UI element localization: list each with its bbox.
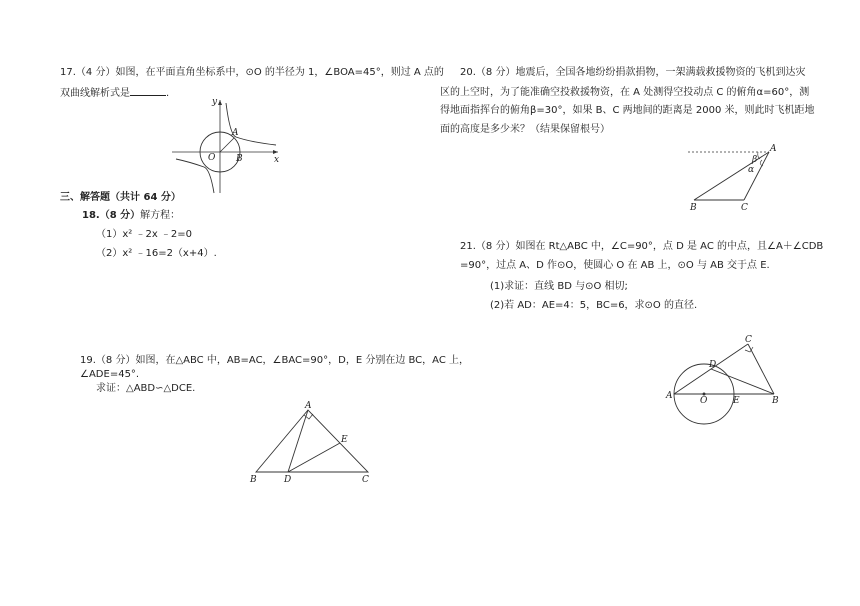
figure-q17-hyperbola-circle xyxy=(170,95,290,195)
label-a: A xyxy=(770,144,777,154)
q17-line2-text: 双曲线解析式是 xyxy=(60,88,130,99)
label-b: B xyxy=(772,396,779,406)
y-axis-arrow xyxy=(218,100,222,105)
label-c: C xyxy=(741,203,748,213)
hyperbola-branch-2 xyxy=(176,159,214,193)
q21-item1: (1)求证：直线 BD 与⊙O 相切; xyxy=(490,281,628,292)
label-d: D xyxy=(284,475,292,485)
label-e: E xyxy=(733,396,740,406)
q17-line2 xyxy=(60,86,169,100)
x-axis-arrow xyxy=(273,150,278,154)
segment-ab xyxy=(694,152,769,200)
answer-blank xyxy=(130,86,166,96)
label-e: E xyxy=(341,435,348,445)
figure-q19-triangle xyxy=(248,400,378,490)
q18-head-rest: 解方程： xyxy=(140,210,181,221)
q20-line3: 得地面指挥台的俯角β=30°，如果 B、C 两地间的距离是 2000 米，则此时飞机距地 xyxy=(440,105,815,116)
q21-line1: 21.（8 分）如图在 Rt△ABC 中，∠C=90°，点 D 是 AC 的中点，且∠A＋∠CDB xyxy=(460,241,824,252)
label-y: y xyxy=(212,97,218,107)
q19-line1: 19.（8 分）如图，在△ABC 中，AB=AC，∠BAC=90°，D，E 分别在边 BC，AC 上， xyxy=(80,355,469,366)
label-beta: β xyxy=(752,155,758,165)
q17-line2-end: . xyxy=(166,88,170,99)
label-o: O xyxy=(700,396,708,406)
label-d: D xyxy=(709,360,717,370)
segment-db xyxy=(711,369,774,394)
q20-line2: 区的上空时，为了能准确空投救援物资，在 A 处测得空投动点 C 的俯角α=60°，测 xyxy=(440,87,810,98)
q18-item1: （1）x² ﹣2x ﹣2=0 xyxy=(96,229,193,240)
label-o: O xyxy=(208,153,216,163)
q18-head xyxy=(82,209,180,222)
q21-line2: =90°，过点 A、D 作⊙O，使圆心 O 在 AB 上，⊙O 与 AB 交于点 E. xyxy=(460,260,770,271)
figure-q20-airplane xyxy=(686,142,796,212)
label-b: B xyxy=(690,203,697,213)
label-alpha: α xyxy=(748,165,755,175)
q17-line1: 17.（4 分）如图，在平面直角坐标系中，⊙O 的半径为 1，∠BOA=45°，则过 A 点的 xyxy=(60,67,444,78)
label-b: B xyxy=(250,475,257,485)
label-a: A xyxy=(305,401,312,411)
q18-number: 18.（8 分） xyxy=(82,210,141,221)
q21-item2: (2)若 AD：AE=4：5，BC=6，求⊙O 的直径. xyxy=(490,300,698,311)
q19-line2: ∠ADE=45°. xyxy=(80,369,140,380)
section-title: 三、解答题（共计 64 分） xyxy=(60,192,181,203)
figure-q21-circle-triangle xyxy=(664,332,794,422)
segment-cb xyxy=(748,344,774,394)
label-c: C xyxy=(362,475,369,485)
q20-line1: 20.（8 分）地震后，全国各地纷纷捐款捐物，一架满载救援物资的飞机到达灾 xyxy=(460,67,806,78)
segment-oa xyxy=(220,138,234,152)
label-c: C xyxy=(745,335,752,345)
label-a: A xyxy=(232,128,239,138)
label-a: A xyxy=(666,391,673,401)
q19-line3: 求证：△ABD∽△DCE. xyxy=(96,383,196,394)
q18-item2: （2）x² ﹣16=2（x+4）. xyxy=(96,248,217,259)
label-x: x xyxy=(274,155,280,165)
triangle-abc xyxy=(256,410,368,472)
q20-line4: 面的高度是多少米？（结果保留根号） xyxy=(440,124,610,135)
label-b: B xyxy=(236,154,243,164)
